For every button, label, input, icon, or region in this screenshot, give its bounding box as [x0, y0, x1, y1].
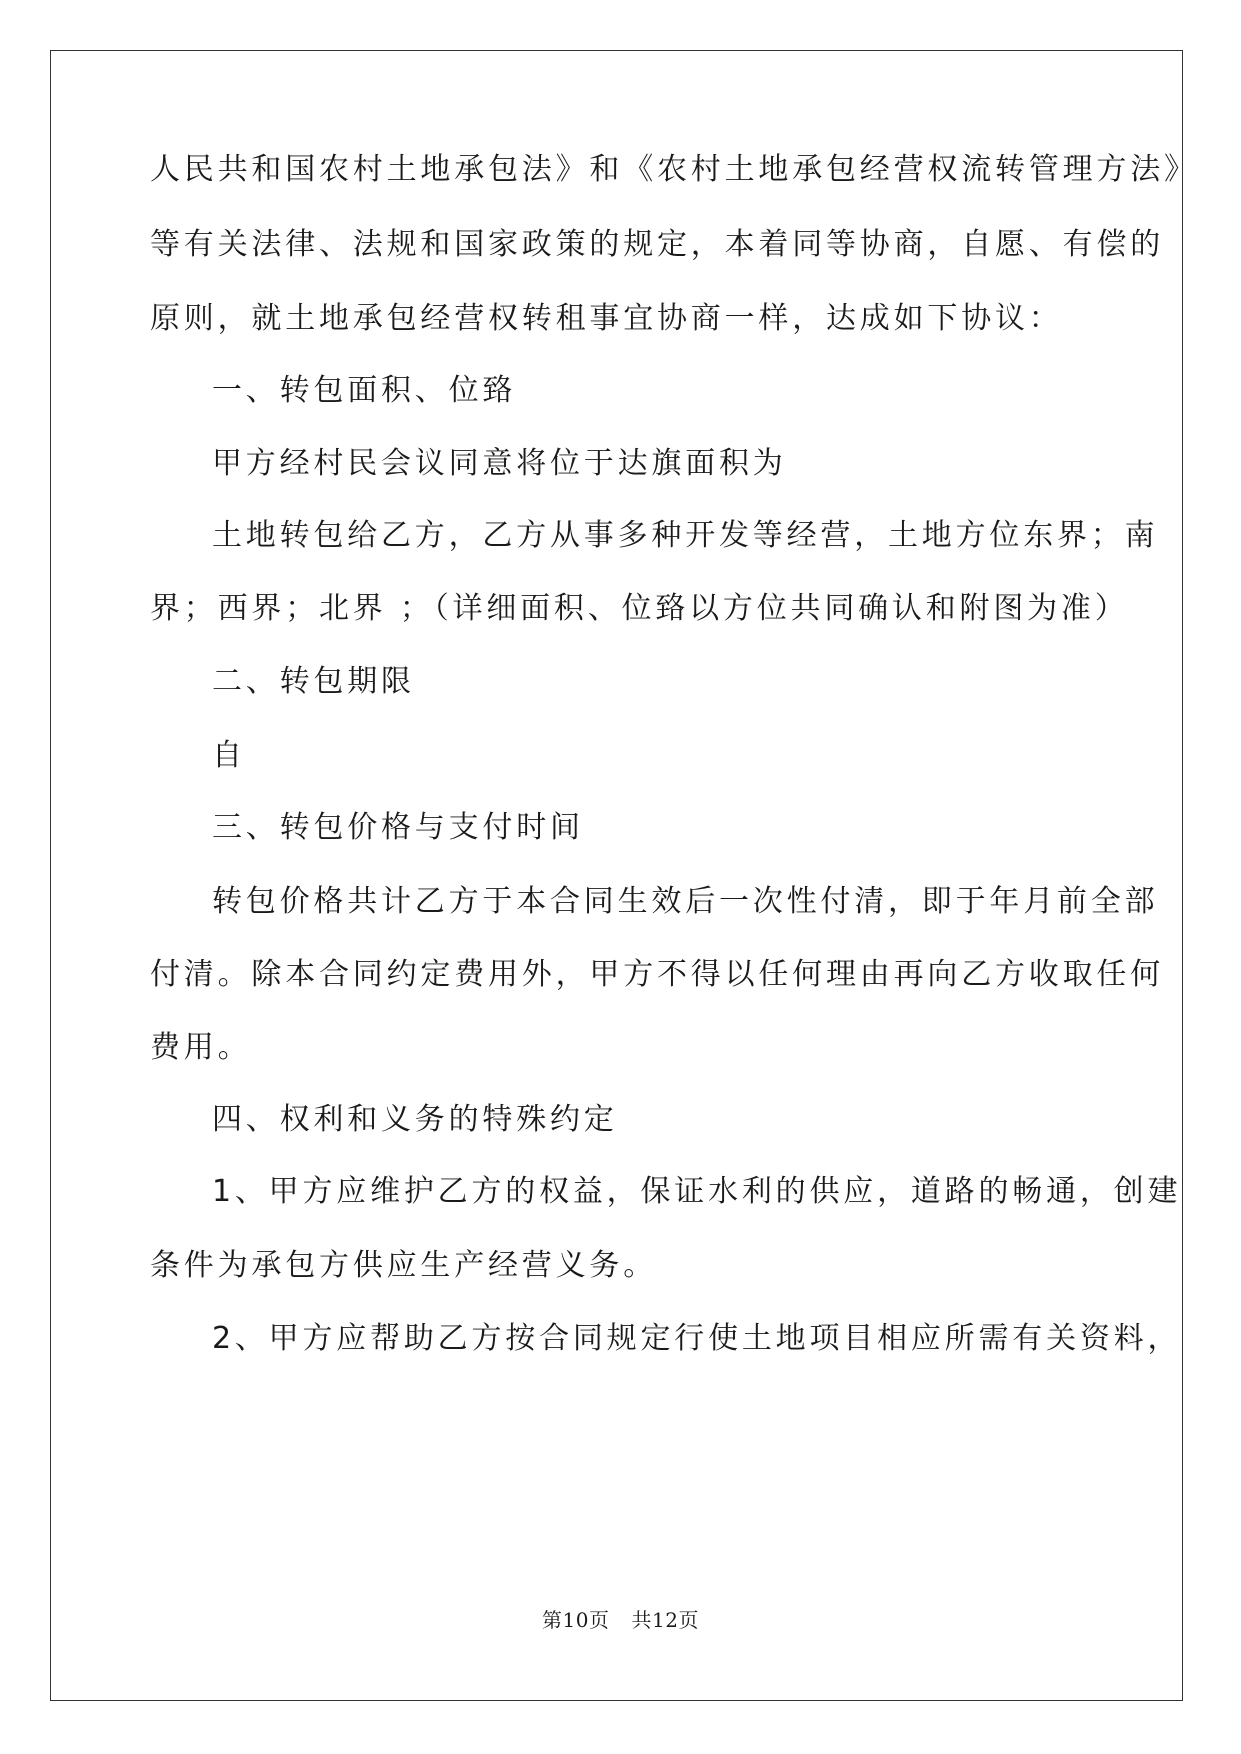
section-heading: 一、转包面积、位臵	[212, 373, 517, 408]
paragraph-line: 人民共和国农村土地承包法》和《农村土地承包经营权流转管理方法》	[150, 152, 1198, 187]
paragraph-line: 转包价格共计乙方于本合同生效后一次性付清，即于年月前全部	[212, 884, 1159, 919]
page-number: 第10页	[542, 1608, 610, 1632]
section-heading: 三、转包价格与支付时间	[212, 810, 584, 845]
page-footer	[0, 1608, 1241, 1632]
paragraph-line: 付清。除本合同约定费用外，甲方不得以任何理由再向乙方收取任何	[150, 957, 1164, 992]
section-heading: 二、转包期限	[212, 664, 415, 699]
paragraph-line: 等有关法律、法规和国家政策的规定，本着同等协商，自愿、有偿的	[150, 227, 1164, 262]
paragraph-line: 条件为承包方供应生产经营义务。	[150, 1248, 657, 1283]
paragraph-line: 2、甲方应帮助乙方按合同规定行使土地项目相应所需有关资料，	[212, 1321, 1182, 1356]
paragraph-line: 自	[212, 738, 246, 773]
paragraph-line: 土地转包给乙方，乙方从事多种开发等经营，土地方位东界；南	[212, 518, 1159, 553]
section-heading: 四、权利和义务的特殊约定	[212, 1102, 618, 1137]
paragraph-line: 原则，就土地承包经营权转租事宜协商一样，达成如下协议：	[150, 301, 1063, 336]
paragraph-line: 甲方经村民会议同意将位于达旗面积为	[212, 446, 787, 481]
paragraph-line: 1、甲方应维护乙方的权益，保证水利的供应，道路的畅通，创建	[212, 1174, 1182, 1209]
paragraph-line: 费用。	[150, 1030, 252, 1065]
page-border	[50, 50, 1183, 1701]
page-total: 共12页	[631, 1608, 699, 1632]
paragraph-line: 界；西界；北界 ；（详细面积、位臵以方位共同确认和附图为准）	[150, 591, 1129, 626]
